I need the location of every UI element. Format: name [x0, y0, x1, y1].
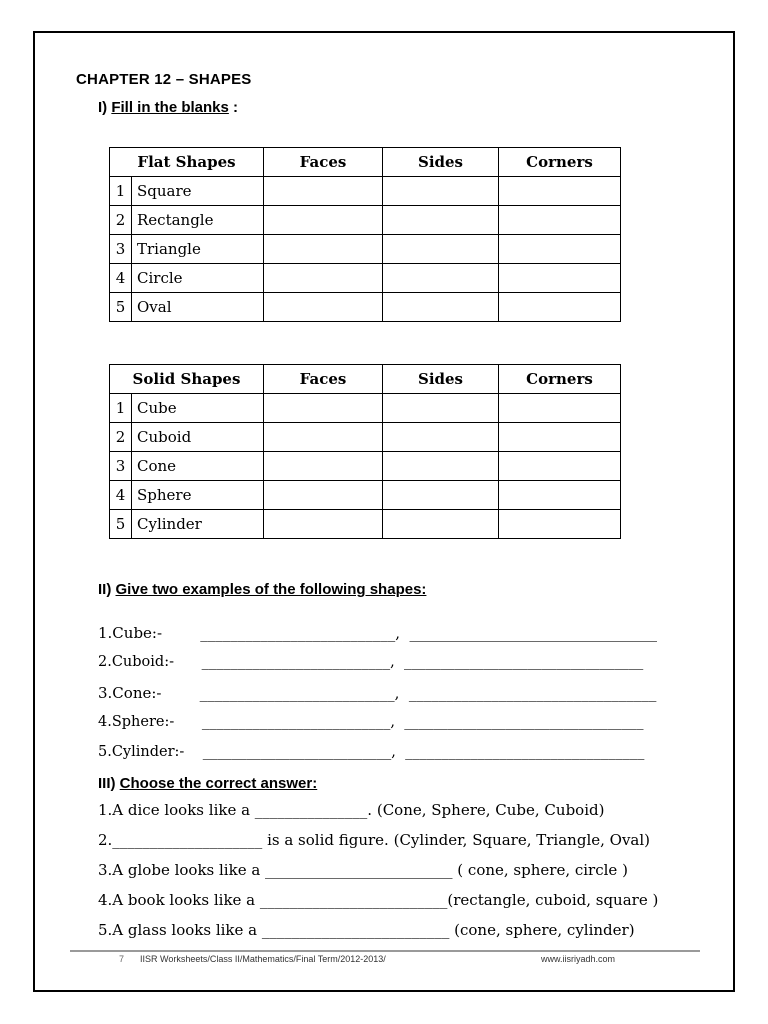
example-line-sphere[interactable]: 4.Sphere:- __________________________, _________________________________	[98, 714, 644, 730]
shape-name: Cylinder	[132, 510, 264, 539]
table-row	[110, 206, 621, 235]
table-row	[110, 177, 621, 206]
shape-name: Cone	[132, 452, 264, 481]
header-solid-shapes: Solid Shapes	[110, 365, 264, 394]
question-1[interactable]: 1.A dice looks like a _______________. (Cone, Sphere, Cube, Cuboid)	[98, 801, 605, 819]
sides-blank[interactable]	[383, 423, 499, 452]
section-3-number: III)	[98, 775, 116, 792]
table-row	[110, 293, 621, 322]
question-3[interactable]: 3.A globe looks like a _________________________ ( cone, sphere, circle )	[98, 861, 628, 879]
row-number: 4	[110, 264, 132, 293]
flat-shapes-table	[109, 147, 621, 322]
section-1-number: I)	[98, 99, 108, 116]
corners-blank[interactable]	[499, 206, 621, 235]
section-2-number: II)	[98, 581, 112, 598]
header-flat-shapes: Flat Shapes	[110, 148, 264, 177]
header-sides: Sides	[383, 365, 499, 394]
corners-blank[interactable]	[499, 394, 621, 423]
shape-name: Sphere	[132, 481, 264, 510]
shape-name: Cuboid	[132, 423, 264, 452]
shape-name: Cube	[132, 394, 264, 423]
corners-blank[interactable]	[499, 510, 621, 539]
chapter-title: CHAPTER 12 – SHAPES	[76, 71, 252, 88]
faces-blank[interactable]	[264, 206, 383, 235]
section-3-heading	[98, 775, 317, 792]
faces-blank[interactable]	[264, 394, 383, 423]
faces-blank[interactable]	[264, 264, 383, 293]
row-number: 5	[110, 510, 132, 539]
sides-blank[interactable]	[383, 235, 499, 264]
example-line-cylinder[interactable]: 5.Cylinder:- __________________________, _________________________________	[98, 744, 645, 760]
corners-blank[interactable]	[499, 235, 621, 264]
row-number: 2	[110, 423, 132, 452]
sides-blank[interactable]	[383, 452, 499, 481]
table-header-row	[110, 365, 621, 394]
example-line-cuboid[interactable]: 2.Cuboid:- __________________________, _________________________________	[98, 654, 644, 670]
corners-blank[interactable]	[499, 264, 621, 293]
example-line-cone[interactable]: 3.Cone:- __________________________, _________________________________	[98, 684, 657, 702]
table-header-row	[110, 148, 621, 177]
sides-blank[interactable]	[383, 264, 499, 293]
shape-name: Triangle	[132, 235, 264, 264]
example-line-cube[interactable]: 1.Cube:- __________________________, _________________________________	[98, 624, 657, 642]
faces-blank[interactable]	[264, 452, 383, 481]
footer-page-number: 7	[119, 954, 125, 964]
header-sides: Sides	[383, 148, 499, 177]
header-faces: Faces	[264, 365, 383, 394]
row-number: 3	[110, 452, 132, 481]
question-5[interactable]: 5.A glass looks like a _________________________ (cone, sphere, cylinder)	[98, 921, 635, 939]
footer-rule	[70, 950, 700, 952]
table-row	[110, 481, 621, 510]
faces-blank[interactable]	[264, 293, 383, 322]
faces-blank[interactable]	[264, 481, 383, 510]
header-corners: Corners	[499, 365, 621, 394]
row-number: 3	[110, 235, 132, 264]
sides-blank[interactable]	[383, 510, 499, 539]
row-number: 1	[110, 394, 132, 423]
sides-blank[interactable]	[383, 177, 499, 206]
section-1-suffix: :	[228, 99, 239, 116]
corners-blank[interactable]	[499, 177, 621, 206]
section-1-title: Fill in the blanks	[111, 99, 229, 116]
table-row	[110, 510, 621, 539]
section-2-title: Give two examples of the following shapes:	[115, 581, 427, 598]
sides-blank[interactable]	[383, 481, 499, 510]
row-number: 4	[110, 481, 132, 510]
table-row	[110, 423, 621, 452]
sides-blank[interactable]	[383, 394, 499, 423]
faces-blank[interactable]	[264, 510, 383, 539]
row-number: 2	[110, 206, 132, 235]
row-number: 1	[110, 177, 132, 206]
faces-blank[interactable]	[264, 423, 383, 452]
shape-name: Square	[132, 177, 264, 206]
shape-name: Rectangle	[132, 206, 264, 235]
corners-blank[interactable]	[499, 452, 621, 481]
corners-blank[interactable]	[499, 293, 621, 322]
header-corners: Corners	[499, 148, 621, 177]
section-1-heading	[98, 99, 238, 116]
corners-blank[interactable]	[499, 423, 621, 452]
table-row	[110, 394, 621, 423]
question-4[interactable]: 4.A book looks like a _________________________(rectangle, cuboid, square )	[98, 891, 659, 909]
header-faces: Faces	[264, 148, 383, 177]
section-2-heading	[98, 581, 426, 598]
footer-path: IISR Worksheets/Class II/Mathematics/Final Term/2012-2013/	[140, 954, 386, 964]
faces-blank[interactable]	[264, 177, 383, 206]
shape-name: Oval	[132, 293, 264, 322]
row-number: 5	[110, 293, 132, 322]
section-3-title: Choose the correct answer:	[119, 775, 318, 792]
question-2[interactable]: 2.____________________ is a solid figure. (Cylinder, Square, Triangle, Oval)	[98, 831, 651, 849]
footer-website: www.iisriyadh.com	[541, 954, 616, 964]
sides-blank[interactable]	[383, 293, 499, 322]
table-row	[110, 452, 621, 481]
sides-blank[interactable]	[383, 206, 499, 235]
table-row	[110, 264, 621, 293]
corners-blank[interactable]	[499, 481, 621, 510]
shape-name: Circle	[132, 264, 264, 293]
table-row	[110, 235, 621, 264]
solid-shapes-table	[109, 364, 621, 539]
faces-blank[interactable]	[264, 235, 383, 264]
